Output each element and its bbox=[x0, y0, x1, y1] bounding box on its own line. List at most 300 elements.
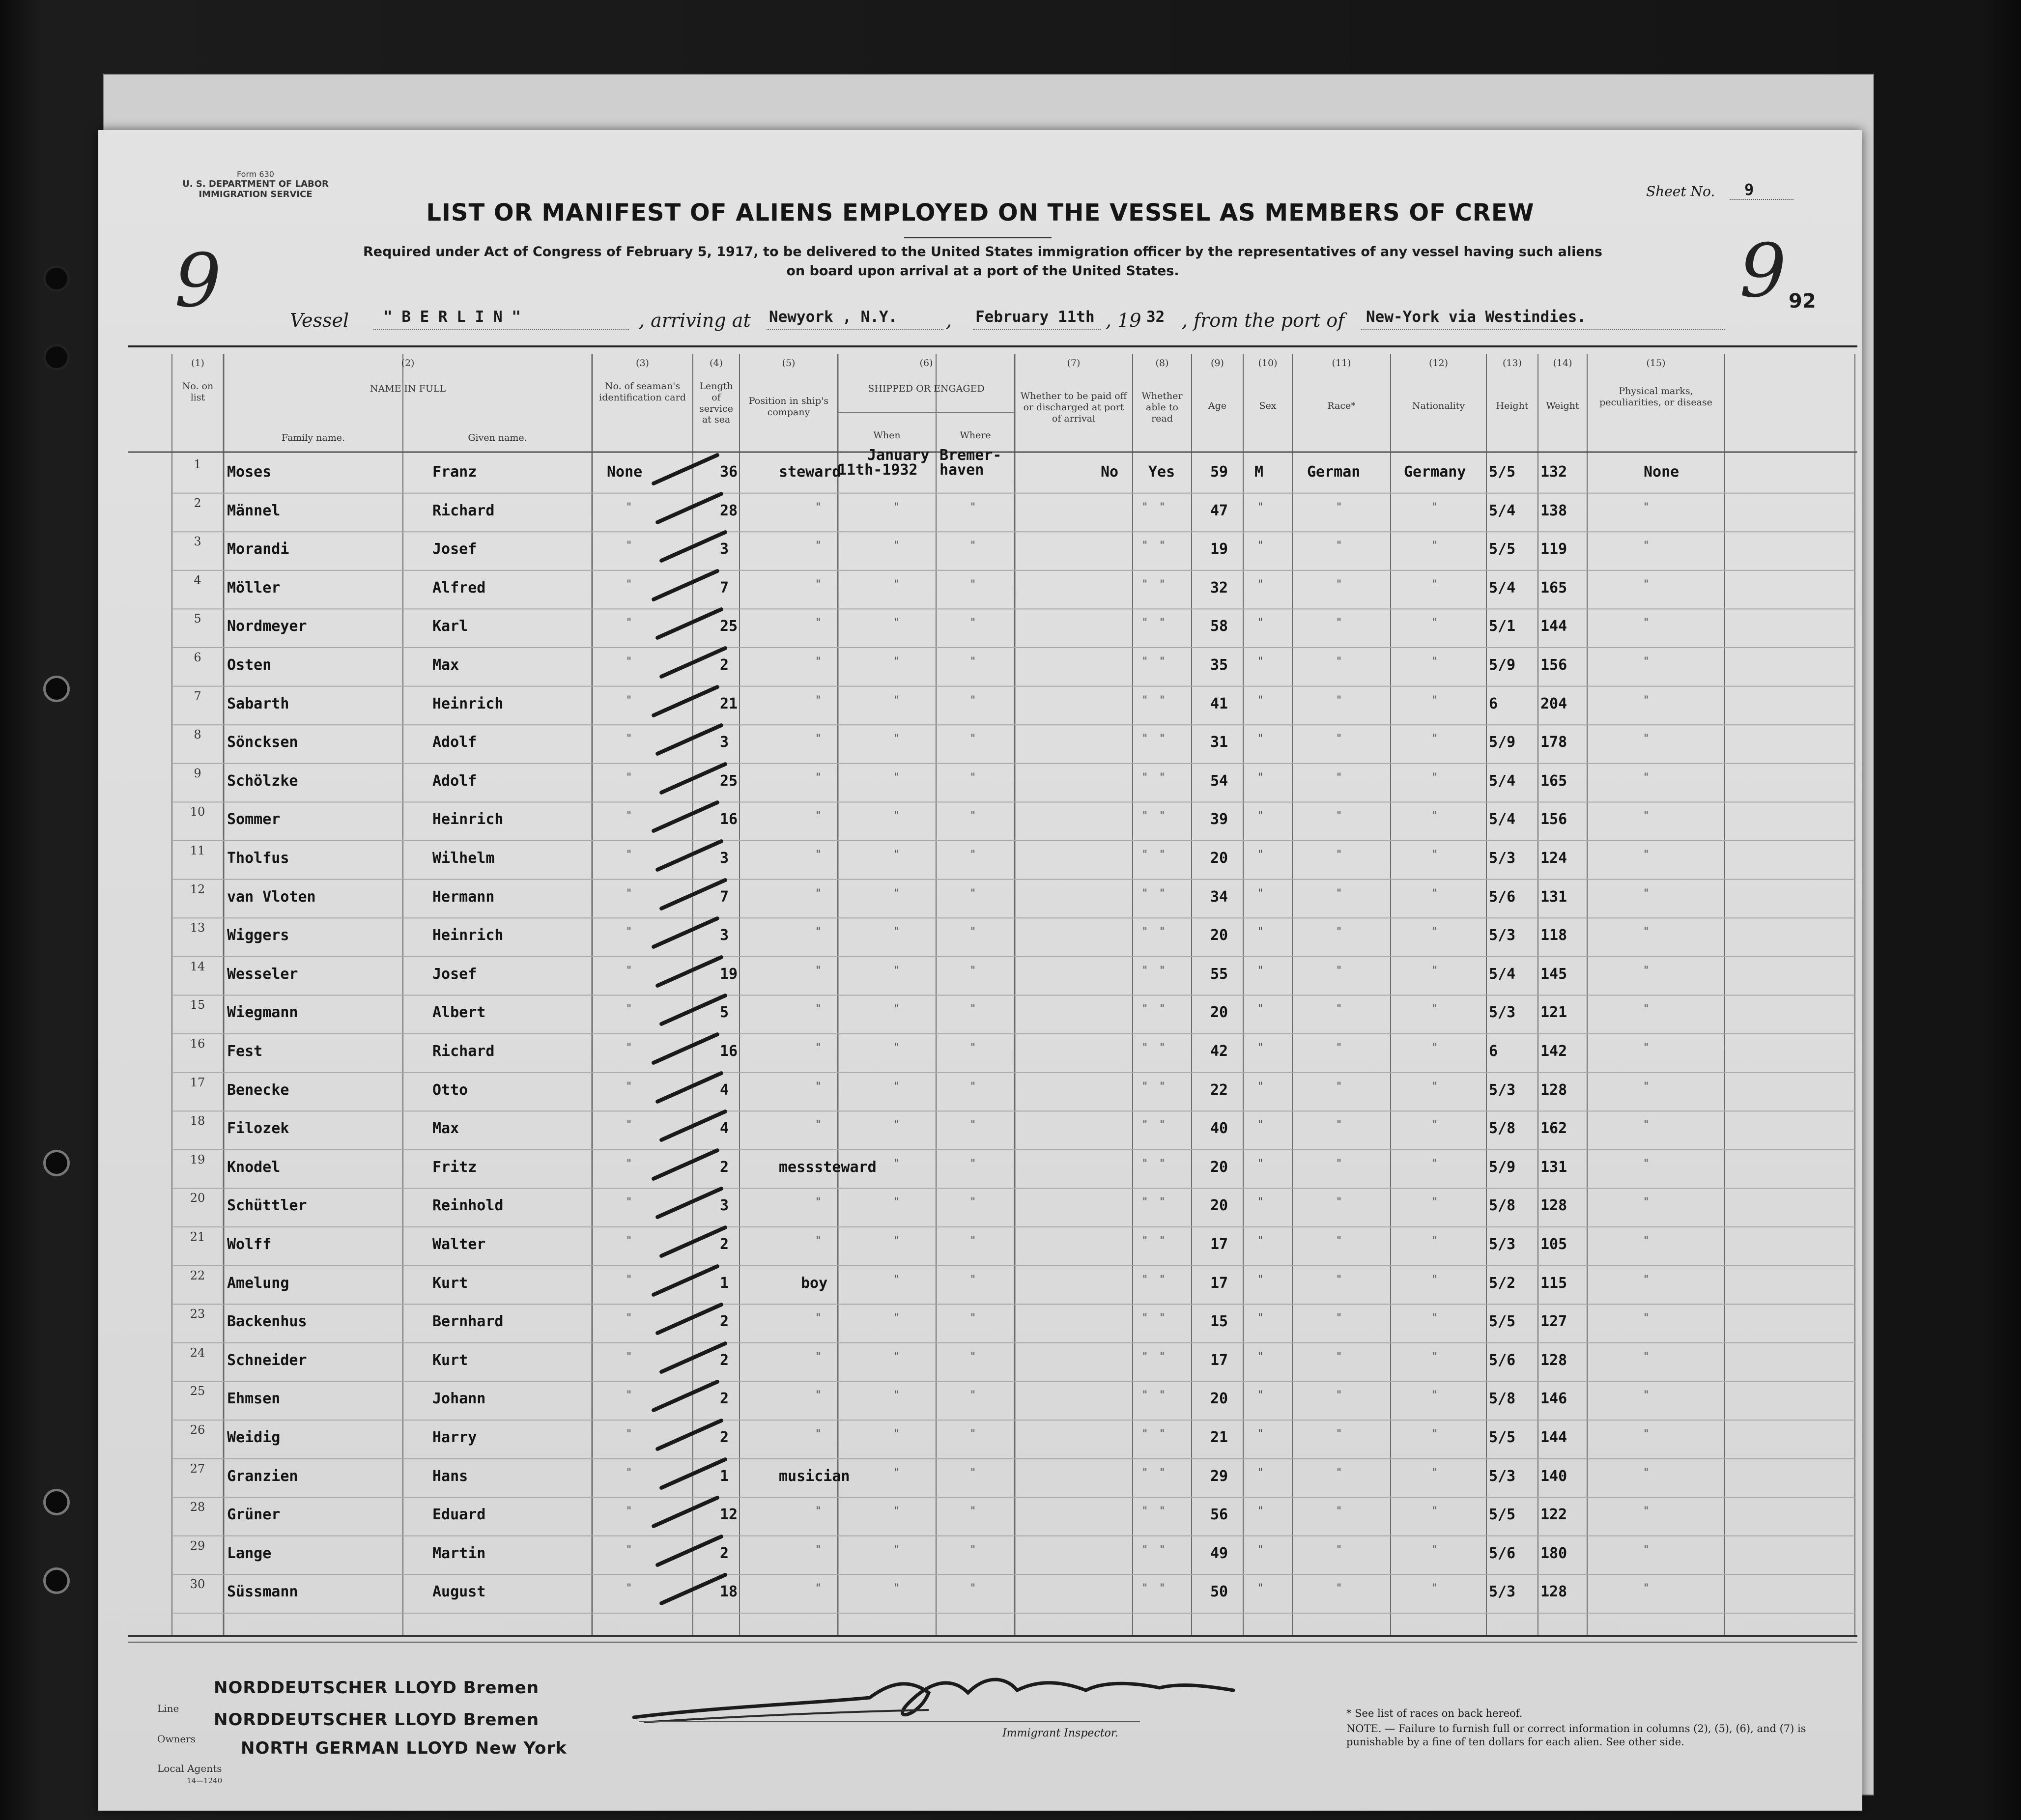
check-mark bbox=[655, 1186, 724, 1220]
length-of-service: 4 bbox=[720, 1120, 729, 1138]
header-rule bbox=[128, 345, 1857, 347]
ditto-mark: " bbox=[1160, 694, 1165, 707]
family-name: Wolff bbox=[227, 1236, 272, 1253]
ditto-mark: " bbox=[1258, 540, 1263, 552]
check-mark bbox=[651, 1148, 720, 1181]
binder-hole bbox=[43, 1489, 70, 1515]
check-mark bbox=[655, 607, 724, 640]
weight: 128 bbox=[1540, 1081, 1567, 1099]
row-number: 17 bbox=[190, 1075, 205, 1089]
column-number: (1) bbox=[191, 358, 204, 369]
ditto-mark: " bbox=[1160, 1582, 1165, 1595]
ditto-mark: " bbox=[894, 540, 900, 552]
ditto-mark: " bbox=[1432, 733, 1438, 745]
ditto-mark: " bbox=[1142, 733, 1148, 745]
length-of-service: 3 bbox=[720, 850, 729, 867]
ditto-mark: " bbox=[894, 1157, 900, 1170]
ditto-mark: " bbox=[1258, 849, 1263, 861]
ditto-mark: " bbox=[894, 578, 900, 591]
ditto-mark: " bbox=[1432, 810, 1438, 823]
column-number: (9) bbox=[1211, 358, 1224, 369]
weight: 128 bbox=[1540, 1197, 1567, 1215]
vessel-name: " B E R L I N " bbox=[383, 308, 521, 326]
ditto-mark: " bbox=[1142, 501, 1148, 513]
ditto-mark: " bbox=[1337, 501, 1342, 513]
column-number: (8) bbox=[1155, 358, 1169, 369]
row-number: 27 bbox=[190, 1461, 205, 1476]
ditto-mark: " bbox=[1258, 926, 1263, 938]
column-number: (7) bbox=[1067, 358, 1081, 369]
age: 20 bbox=[1210, 850, 1228, 867]
comma: , bbox=[946, 310, 952, 331]
ditto-mark: " bbox=[1160, 655, 1165, 668]
ditto-mark: " bbox=[1644, 810, 1649, 823]
height: 5/4 bbox=[1489, 811, 1516, 828]
given-name-header: Given name. bbox=[468, 432, 527, 443]
given-name: Albert bbox=[432, 1004, 486, 1022]
weight: 165 bbox=[1540, 579, 1567, 597]
ditto-mark: " bbox=[970, 501, 976, 513]
ditto-mark: " bbox=[1160, 1428, 1165, 1440]
row-number: 20 bbox=[190, 1191, 205, 1205]
length-of-service: 28 bbox=[720, 502, 738, 519]
row-number: 14 bbox=[190, 959, 205, 973]
ditto-mark: " bbox=[1142, 540, 1148, 552]
family-name: Grüner bbox=[227, 1506, 281, 1524]
ditto-mark: " bbox=[626, 849, 632, 861]
check-mark bbox=[651, 684, 720, 717]
weight: 145 bbox=[1540, 965, 1567, 983]
ditto-mark: " bbox=[816, 1389, 821, 1402]
ditto-mark: " bbox=[816, 964, 821, 977]
row-number: 30 bbox=[190, 1577, 205, 1592]
ditto-mark: " bbox=[970, 578, 976, 591]
ditto-mark: " bbox=[894, 964, 900, 977]
given-name: Eduard bbox=[432, 1506, 486, 1524]
ditto-mark: " bbox=[1337, 655, 1342, 668]
length-of-service: 2 bbox=[720, 1390, 729, 1408]
given-name: Otto bbox=[432, 1081, 468, 1099]
id-card: None bbox=[607, 463, 643, 481]
ditto-mark: " bbox=[894, 1428, 900, 1440]
age: 42 bbox=[1210, 1043, 1228, 1060]
family-name: Osten bbox=[227, 656, 272, 674]
row-number: 29 bbox=[190, 1538, 205, 1553]
column-number: (12) bbox=[1428, 358, 1448, 369]
age: 17 bbox=[1210, 1274, 1228, 1292]
ditto-mark: " bbox=[970, 1119, 976, 1132]
age: 21 bbox=[1210, 1429, 1228, 1446]
id-card-header: No. of seaman's identification card bbox=[599, 381, 686, 403]
length-of-service: 2 bbox=[720, 1544, 729, 1562]
ditto-mark: " bbox=[1644, 771, 1649, 784]
ditto-mark: " bbox=[626, 655, 632, 668]
ditto-mark: " bbox=[626, 771, 632, 784]
age: 22 bbox=[1210, 1081, 1228, 1099]
weight-header: Weight bbox=[1546, 400, 1579, 411]
family-name: Filozek bbox=[227, 1120, 289, 1138]
ditto-mark: " bbox=[1644, 887, 1649, 900]
ditto-mark: " bbox=[894, 733, 900, 745]
height: 6 bbox=[1489, 1043, 1498, 1060]
ditto-mark: " bbox=[1258, 1003, 1263, 1016]
ditto-mark: " bbox=[1644, 1428, 1649, 1440]
height: 5/1 bbox=[1489, 618, 1516, 635]
height: 5/6 bbox=[1489, 888, 1516, 906]
ditto-mark: " bbox=[816, 1235, 821, 1247]
ditto-mark: " bbox=[626, 1582, 632, 1595]
length-of-service: 3 bbox=[720, 734, 729, 751]
able-to-read: Yes bbox=[1148, 463, 1175, 481]
ditto-mark: " bbox=[626, 1080, 632, 1093]
ditto-mark: " bbox=[970, 655, 976, 668]
family-name: Knodel bbox=[227, 1158, 281, 1176]
row-number: 7 bbox=[194, 689, 201, 703]
weight: 128 bbox=[1540, 1583, 1567, 1601]
height: 5/5 bbox=[1489, 1429, 1516, 1446]
ditto-mark: " bbox=[816, 655, 821, 668]
ditto-mark: " bbox=[894, 1582, 900, 1595]
ditto-mark: " bbox=[970, 540, 976, 552]
family-name: Männel bbox=[227, 502, 281, 519]
height: 5/4 bbox=[1489, 965, 1516, 983]
ditto-mark: " bbox=[970, 810, 976, 823]
from-label: , from the port of bbox=[1182, 310, 1345, 331]
ditto-mark: " bbox=[1432, 617, 1438, 629]
row-number: 13 bbox=[190, 921, 205, 935]
ditto-mark: " bbox=[894, 1080, 900, 1093]
length-of-service: 21 bbox=[720, 695, 738, 712]
ditto-mark: " bbox=[816, 733, 821, 745]
ditto-mark: " bbox=[816, 1003, 821, 1016]
ditto-mark: " bbox=[816, 1505, 821, 1518]
row-number: 9 bbox=[194, 766, 201, 780]
age: 20 bbox=[1210, 1158, 1228, 1176]
ditto-mark: " bbox=[1142, 810, 1148, 823]
given-name: Martin bbox=[432, 1544, 486, 1562]
given-name: Harry bbox=[432, 1429, 477, 1446]
family-name: Wiegmann bbox=[227, 1004, 298, 1022]
form-number: Form 630 bbox=[237, 170, 274, 179]
ditto-mark: " bbox=[1337, 964, 1342, 977]
ditto-mark: " bbox=[1432, 1505, 1438, 1518]
ditto-mark: " bbox=[894, 887, 900, 900]
given-name: Adolf bbox=[432, 772, 477, 790]
ditto-mark: " bbox=[1337, 887, 1342, 900]
title-underline bbox=[904, 237, 1052, 238]
weight: 131 bbox=[1540, 1158, 1567, 1176]
height: 5/4 bbox=[1489, 579, 1516, 597]
shipped-engaged-header: SHIPPED OR ENGAGED bbox=[868, 383, 985, 394]
ditto-mark: " bbox=[626, 1119, 632, 1132]
height: 5/4 bbox=[1489, 772, 1516, 790]
check-mark bbox=[655, 839, 724, 872]
owners-value: NORDDEUTSCHER LLOYD Bremen bbox=[214, 1710, 540, 1730]
check-mark bbox=[659, 646, 728, 679]
ditto-mark: " bbox=[626, 887, 632, 900]
ditto-mark: " bbox=[1258, 1543, 1263, 1556]
row-number: 4 bbox=[194, 573, 201, 587]
ditto-mark: " bbox=[970, 1235, 976, 1247]
where-header: Where bbox=[960, 430, 991, 441]
ditto-mark: " bbox=[626, 1003, 632, 1016]
weight: 204 bbox=[1540, 695, 1567, 712]
family-name: Wiggers bbox=[227, 927, 289, 944]
row-number: 5 bbox=[194, 612, 201, 626]
ditto-mark: " bbox=[1160, 501, 1165, 513]
ditto-mark: " bbox=[1337, 810, 1342, 823]
height: 5/4 bbox=[1489, 502, 1516, 519]
ditto-mark: " bbox=[1160, 733, 1165, 745]
ditto-mark: " bbox=[626, 1196, 632, 1209]
ditto-mark: " bbox=[1160, 540, 1165, 552]
row-number: 1 bbox=[194, 457, 201, 471]
ditto-mark: " bbox=[1142, 1389, 1148, 1402]
ditto-mark: " bbox=[1258, 1157, 1263, 1170]
height: 5/3 bbox=[1489, 927, 1516, 944]
ditto-mark: " bbox=[1337, 1428, 1342, 1440]
ditto-mark: " bbox=[970, 1505, 976, 1518]
ditto-mark: " bbox=[894, 655, 900, 668]
ditto-mark: " bbox=[1160, 1235, 1165, 1247]
ditto-mark: " bbox=[1160, 1196, 1165, 1209]
ditto-mark: " bbox=[1337, 1235, 1342, 1247]
given-name: Hermann bbox=[432, 888, 495, 906]
ditto-mark: " bbox=[894, 810, 900, 823]
ditto-mark: " bbox=[816, 694, 821, 707]
ditto-mark: " bbox=[1337, 1273, 1342, 1286]
ditto-mark: " bbox=[1337, 1582, 1342, 1595]
page-subtitle bbox=[319, 242, 1646, 281]
ditto-mark: " bbox=[1142, 1466, 1148, 1479]
row-number: 6 bbox=[194, 651, 201, 664]
line-label: Line bbox=[157, 1703, 179, 1714]
ditto-mark: " bbox=[1258, 771, 1263, 784]
age: 55 bbox=[1210, 965, 1228, 983]
age: 17 bbox=[1210, 1236, 1228, 1253]
ditto-mark: " bbox=[1142, 1505, 1148, 1518]
ditto-mark: " bbox=[1142, 1042, 1148, 1054]
ditto-mark: " bbox=[894, 1273, 900, 1286]
ditto-mark: " bbox=[894, 1389, 900, 1402]
weight: 162 bbox=[1540, 1120, 1567, 1138]
ditto-mark: " bbox=[970, 1003, 976, 1016]
ditto-mark: " bbox=[1432, 1428, 1438, 1440]
race: German bbox=[1307, 463, 1361, 481]
weight: 138 bbox=[1540, 502, 1567, 519]
ditto-mark: " bbox=[816, 810, 821, 823]
ditto-mark: " bbox=[1432, 1080, 1438, 1093]
ditto-mark: " bbox=[1432, 964, 1438, 977]
year-prefix: , 19 bbox=[1106, 310, 1141, 331]
ditto-mark: " bbox=[816, 1543, 821, 1556]
ditto-mark: " bbox=[1142, 1003, 1148, 1016]
arriving-label: , arriving at bbox=[639, 310, 751, 331]
age: 54 bbox=[1210, 772, 1228, 790]
ditto-mark: " bbox=[1337, 694, 1342, 707]
height: 5/3 bbox=[1489, 1081, 1516, 1099]
row-number: 15 bbox=[190, 998, 205, 1012]
height: 5/2 bbox=[1489, 1274, 1516, 1292]
column-number: (2) bbox=[401, 358, 415, 369]
family-name: Weidig bbox=[227, 1429, 281, 1446]
length-of-service: 2 bbox=[720, 1313, 729, 1331]
family-name: Süssmann bbox=[227, 1583, 298, 1601]
ditto-mark: " bbox=[1258, 1235, 1263, 1247]
given-name: Max bbox=[432, 1120, 459, 1138]
check-mark bbox=[655, 1418, 724, 1451]
ditto-mark: " bbox=[894, 1312, 900, 1325]
ditto-mark: " bbox=[1142, 1196, 1148, 1209]
ditto-mark: " bbox=[1258, 1428, 1263, 1440]
ditto-mark: " bbox=[1644, 1003, 1649, 1016]
ditto-mark: " bbox=[1432, 887, 1438, 900]
check-mark bbox=[651, 916, 720, 949]
service-name: IMMIGRATION SERVICE bbox=[199, 189, 313, 199]
ditto-mark: " bbox=[816, 1350, 821, 1363]
ditto-mark: " bbox=[626, 501, 632, 513]
ditto-mark: " bbox=[1644, 1543, 1649, 1556]
row-number: 24 bbox=[190, 1345, 205, 1360]
length-of-service: 2 bbox=[720, 1351, 729, 1369]
ditto-mark: " bbox=[1337, 1389, 1342, 1402]
ditto-mark: " bbox=[1160, 1389, 1165, 1402]
inspector-rule bbox=[639, 1721, 1140, 1722]
ditto-mark: " bbox=[1142, 771, 1148, 784]
weight: 165 bbox=[1540, 772, 1567, 790]
ditto-mark: " bbox=[1432, 926, 1438, 938]
ditto-mark: " bbox=[1432, 1582, 1438, 1595]
ditto-mark: " bbox=[1258, 810, 1263, 823]
ditto-mark: " bbox=[1258, 1466, 1263, 1479]
row-number: 10 bbox=[190, 805, 205, 819]
weight: 144 bbox=[1540, 1429, 1567, 1446]
ditto-mark: " bbox=[1432, 1543, 1438, 1556]
form-code: 14—1240 bbox=[187, 1776, 223, 1785]
vessel-label: Vessel bbox=[290, 310, 349, 331]
ditto-mark: " bbox=[626, 1235, 632, 1247]
ditto-mark: " bbox=[894, 1235, 900, 1247]
binder-hole bbox=[43, 265, 70, 292]
ditto-mark: " bbox=[1142, 849, 1148, 861]
ditto-mark: " bbox=[894, 1505, 900, 1518]
ditto-mark: " bbox=[626, 1312, 632, 1325]
ditto-mark: " bbox=[1160, 1119, 1165, 1132]
sheet-number-label: Sheet No. bbox=[1646, 183, 1715, 199]
ditto-mark: " bbox=[816, 578, 821, 591]
ditto-mark: " bbox=[1160, 1312, 1165, 1325]
ditto-mark: " bbox=[1142, 578, 1148, 591]
ditto-mark: " bbox=[970, 1196, 976, 1209]
ditto-mark: " bbox=[1644, 849, 1649, 861]
age: 20 bbox=[1210, 927, 1228, 944]
physical-marks-header: Physical marks, peculiarities, or disease bbox=[1599, 386, 1712, 408]
ditto-mark: " bbox=[1160, 887, 1165, 900]
column-number: (3) bbox=[636, 358, 649, 369]
check-mark bbox=[659, 877, 728, 910]
position: messsteward bbox=[779, 1158, 877, 1176]
ditto-mark: " bbox=[626, 1389, 632, 1402]
ditto-mark: " bbox=[1160, 1003, 1165, 1016]
ditto-mark: " bbox=[1432, 1350, 1438, 1363]
race-footnote: * See list of races on back hereof. bbox=[1346, 1707, 1523, 1719]
shipped-where: Bremer- bbox=[939, 447, 1002, 464]
shipped-where: haven bbox=[939, 461, 984, 479]
given-name: Hans bbox=[432, 1467, 468, 1485]
ditto-mark: " bbox=[1432, 1196, 1438, 1209]
check-mark bbox=[655, 955, 724, 988]
inspector-label: Immigrant Inspector. bbox=[1002, 1727, 1118, 1739]
ditto-mark: " bbox=[626, 926, 632, 938]
ditto-mark: " bbox=[816, 1196, 821, 1209]
ditto-mark: " bbox=[1644, 617, 1649, 629]
position: steward bbox=[779, 463, 841, 481]
height: 5/3 bbox=[1489, 850, 1516, 867]
length-of-service: 5 bbox=[720, 1004, 729, 1022]
check-mark bbox=[655, 1070, 724, 1104]
height: 5/8 bbox=[1489, 1197, 1516, 1215]
given-name: Karl bbox=[432, 618, 468, 635]
line-value: NORDDEUTSCHER LLOYD Bremen bbox=[214, 1678, 540, 1698]
ditto-mark: " bbox=[970, 1389, 976, 1402]
family-name: Backenhus bbox=[227, 1313, 307, 1331]
ditto-mark: " bbox=[1644, 1157, 1649, 1170]
check-mark bbox=[659, 1572, 728, 1606]
ditto-mark: " bbox=[1644, 1466, 1649, 1479]
row-number: 19 bbox=[190, 1152, 205, 1166]
ditto-mark: " bbox=[1142, 655, 1148, 668]
row-number: 16 bbox=[190, 1037, 205, 1051]
family-name: Fest bbox=[227, 1043, 263, 1060]
length-of-service: 16 bbox=[720, 811, 738, 828]
position-header: Position in ship's company bbox=[748, 396, 829, 418]
check-mark bbox=[655, 491, 724, 524]
weight: 131 bbox=[1540, 888, 1567, 906]
height: 5/9 bbox=[1489, 734, 1516, 751]
ditto-mark: " bbox=[626, 1466, 632, 1479]
check-mark bbox=[659, 1109, 728, 1142]
shipped-when: 11th-1932 bbox=[838, 461, 918, 479]
given-name: Heinrich bbox=[432, 695, 504, 712]
check-mark bbox=[651, 1032, 720, 1065]
length-of-service: 18 bbox=[720, 1583, 738, 1601]
when-header: When bbox=[873, 430, 901, 441]
ditto-mark: " bbox=[1160, 617, 1165, 629]
given-name: Fritz bbox=[432, 1158, 477, 1176]
arrival-date: February 11th bbox=[975, 308, 1095, 326]
given-name: Kurt bbox=[432, 1274, 468, 1292]
given-name: Reinhold bbox=[432, 1197, 504, 1215]
column-number: (15) bbox=[1646, 358, 1666, 369]
ditto-mark: " bbox=[1644, 1350, 1649, 1363]
ditto-mark: " bbox=[970, 1042, 976, 1054]
ditto-mark: " bbox=[1160, 964, 1165, 977]
ditto-mark: " bbox=[1160, 1543, 1165, 1556]
arrival-port: Newyork , N.Y. bbox=[769, 308, 898, 326]
ditto-mark: " bbox=[970, 1350, 976, 1363]
paid-off: No bbox=[1101, 463, 1119, 481]
ditto-mark: " bbox=[626, 1428, 632, 1440]
ditto-mark: " bbox=[1432, 1312, 1438, 1325]
ditto-mark: " bbox=[970, 617, 976, 629]
length-of-service: 3 bbox=[720, 1197, 729, 1215]
row-number: 11 bbox=[190, 844, 205, 857]
ditto-mark: " bbox=[894, 1543, 900, 1556]
ditto-mark: " bbox=[1258, 887, 1263, 900]
ditto-mark: " bbox=[1644, 1080, 1649, 1093]
handwritten-number-left: 9 bbox=[174, 238, 222, 324]
height: 5/8 bbox=[1489, 1390, 1516, 1408]
